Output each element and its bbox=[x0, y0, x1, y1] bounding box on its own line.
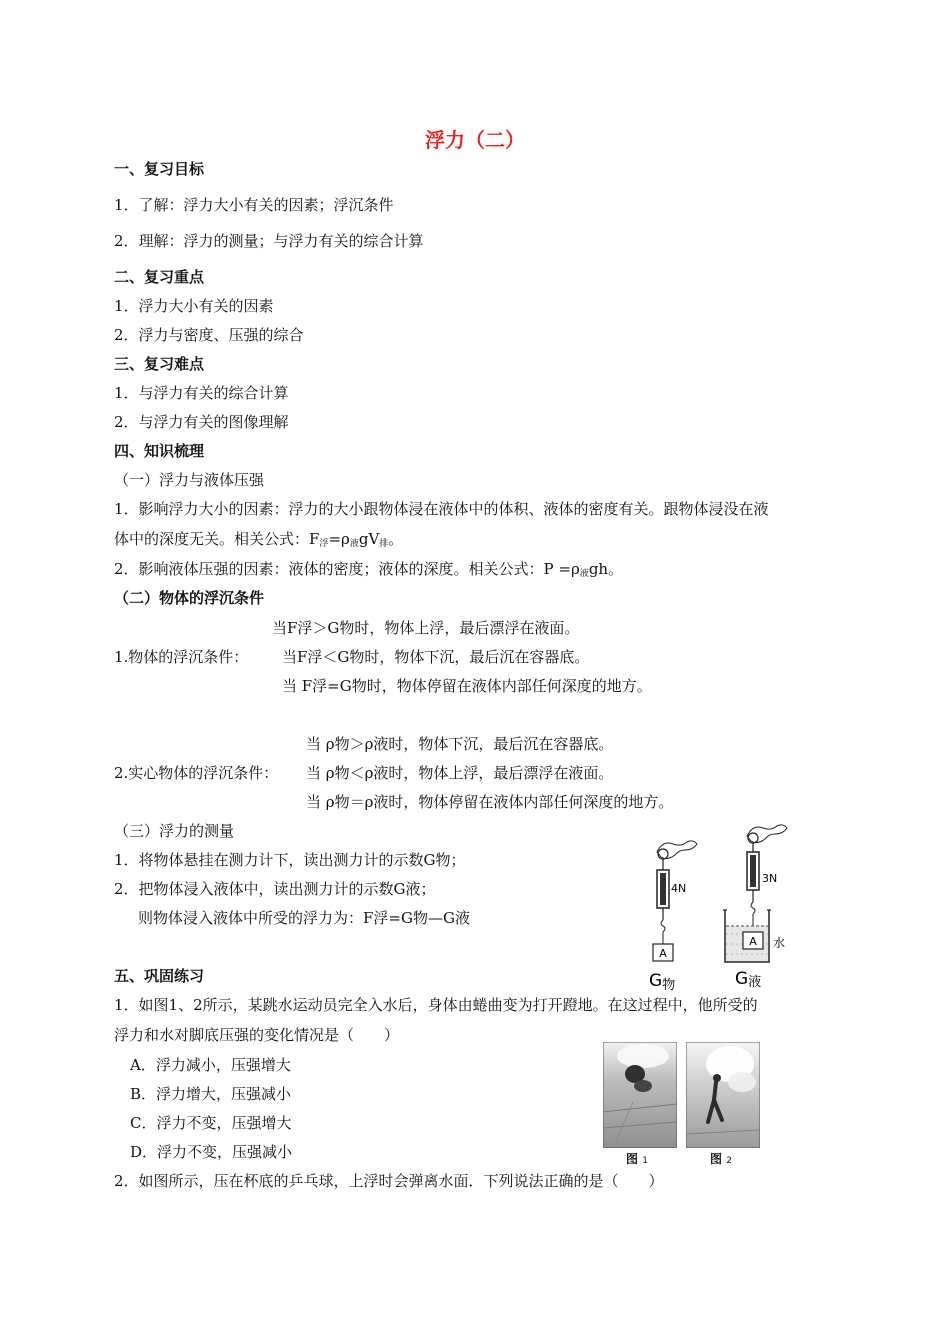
question-1-line-2: 浮力和水对脚底压强的变化情况是（ ） bbox=[114, 1026, 400, 1044]
measure-step-2: 2．把物体浸入液体中，读出测力计的示数G液； bbox=[114, 880, 436, 898]
block-a-label-right: A bbox=[749, 935, 757, 948]
section-1-heading: 一、复习目标 bbox=[114, 160, 205, 178]
measure-step-3: 则物体浸入液体中所受的浮力为：F浮=G物—G液 bbox=[138, 909, 470, 927]
diver-photo-1 bbox=[603, 1042, 677, 1148]
spring-scale-right bbox=[723, 825, 787, 962]
scale-reading-left: 4N bbox=[671, 882, 687, 895]
question-1-line-1: 1．如图1、2所示，某跳水运动员完全入水后，身体由蜷曲变为打开蹬地。在这过程中，他所受的 bbox=[114, 996, 758, 1014]
measure-step-1: 1．将物体悬挂在测力计下，读出测力计的示数G物； bbox=[114, 851, 466, 869]
condition-1-a: 当F浮＞G物时，物体上浮，最后漂浮在液面。 bbox=[272, 619, 580, 637]
section-4-heading: 四、知识梳理 bbox=[114, 442, 205, 460]
diver-photo-2 bbox=[686, 1042, 760, 1148]
spring-scale-figure bbox=[615, 822, 815, 992]
section-3-item-1: 1．与浮力有关的综合计算 bbox=[114, 384, 289, 402]
page-title: 浮力（二） bbox=[425, 128, 525, 152]
subsection-measurement: （三）浮力的测量 bbox=[114, 822, 235, 840]
question-2: 2．如图所示，压在杯底的乒乓球，上浮时会弹离水面．下列说法正确的是（ ） bbox=[114, 1172, 664, 1190]
section-3-item-2: 2．与浮力有关的图像理解 bbox=[114, 413, 289, 431]
paragraph-buoyancy-factors: 1．影响浮力大小的因素：浮力的大小跟物体浸在液体中的体积、液体的密度有关。跟物体浸没在液 bbox=[114, 500, 769, 518]
section-2-item-2: 2．浮力与密度、压强的综合 bbox=[114, 326, 304, 344]
condition-2-b: 当 ρ物＜ρ液时，物体上浮，最后漂浮在液面。 bbox=[306, 764, 614, 782]
paragraph-buoyancy-formula: 体中的深度无关。相关公式：$F_浮=\rho_液gV_排$。 bbox=[114, 530, 404, 549]
condition-1-c: 当 F浮=G物时，物体停留在液体内部任何深度的地方。 bbox=[282, 677, 652, 695]
figure-1-caption: 图 1 bbox=[626, 1152, 648, 1166]
subsection-buoyancy-pressure: （一）浮力与液体压强 bbox=[114, 471, 265, 489]
question-1-option-d: D．浮力不变，压强减小 bbox=[130, 1143, 293, 1161]
section-1-item-1: 1．了解：浮力大小有关的因素；浮沉条件 bbox=[114, 196, 394, 214]
spring-scale-left bbox=[653, 841, 697, 961]
section-5-heading: 五、巩固练习 bbox=[114, 967, 205, 985]
paragraph-pressure-formula: 2．影响液体压强的因素：液体的密度；液体的深度。相关公式：$P =\rho_液gh$。 bbox=[114, 560, 624, 579]
subsection-float-sink: （二）物体的浮沉条件 bbox=[114, 589, 265, 607]
section-1-item-2: 2．理解：浮力的测量；与浮力有关的综合计算 bbox=[114, 232, 424, 250]
section-2-item-1: 1．浮力大小有关的因素 bbox=[114, 297, 274, 315]
scale-reading-right: 3N bbox=[762, 872, 778, 885]
question-1-option-c: C．浮力不变，压强增大 bbox=[130, 1114, 292, 1132]
condition-2-c: 当 ρ物＝ρ液时，物体停留在液体内部任何深度的地方。 bbox=[306, 793, 674, 811]
section-3-heading: 三、复习难点 bbox=[114, 355, 205, 373]
condition-1-b: 当F浮＜G物时，物体下沉，最后沉在容器底。 bbox=[282, 648, 590, 666]
condition-2-label: 2.实心物体的浮沉条件： bbox=[114, 764, 279, 782]
caption-g-object: G物 bbox=[649, 971, 676, 992]
caption-g-liquid: G液 bbox=[735, 969, 762, 990]
block-a-label-left: A bbox=[659, 947, 667, 960]
condition-1-label: 1.物体的浮沉条件： bbox=[114, 648, 249, 666]
question-1-option-a: A．浮力减小，压强增大 bbox=[130, 1056, 291, 1074]
condition-2-a: 当 ρ物＞ρ液时，物体下沉，最后沉在容器底。 bbox=[306, 735, 614, 753]
section-2-heading: 二、复习重点 bbox=[114, 268, 205, 286]
water-label: 水 bbox=[773, 936, 786, 950]
question-1-option-b: B．浮力增大，压强减小 bbox=[130, 1085, 292, 1103]
figure-2-caption: 图 2 bbox=[710, 1152, 732, 1166]
